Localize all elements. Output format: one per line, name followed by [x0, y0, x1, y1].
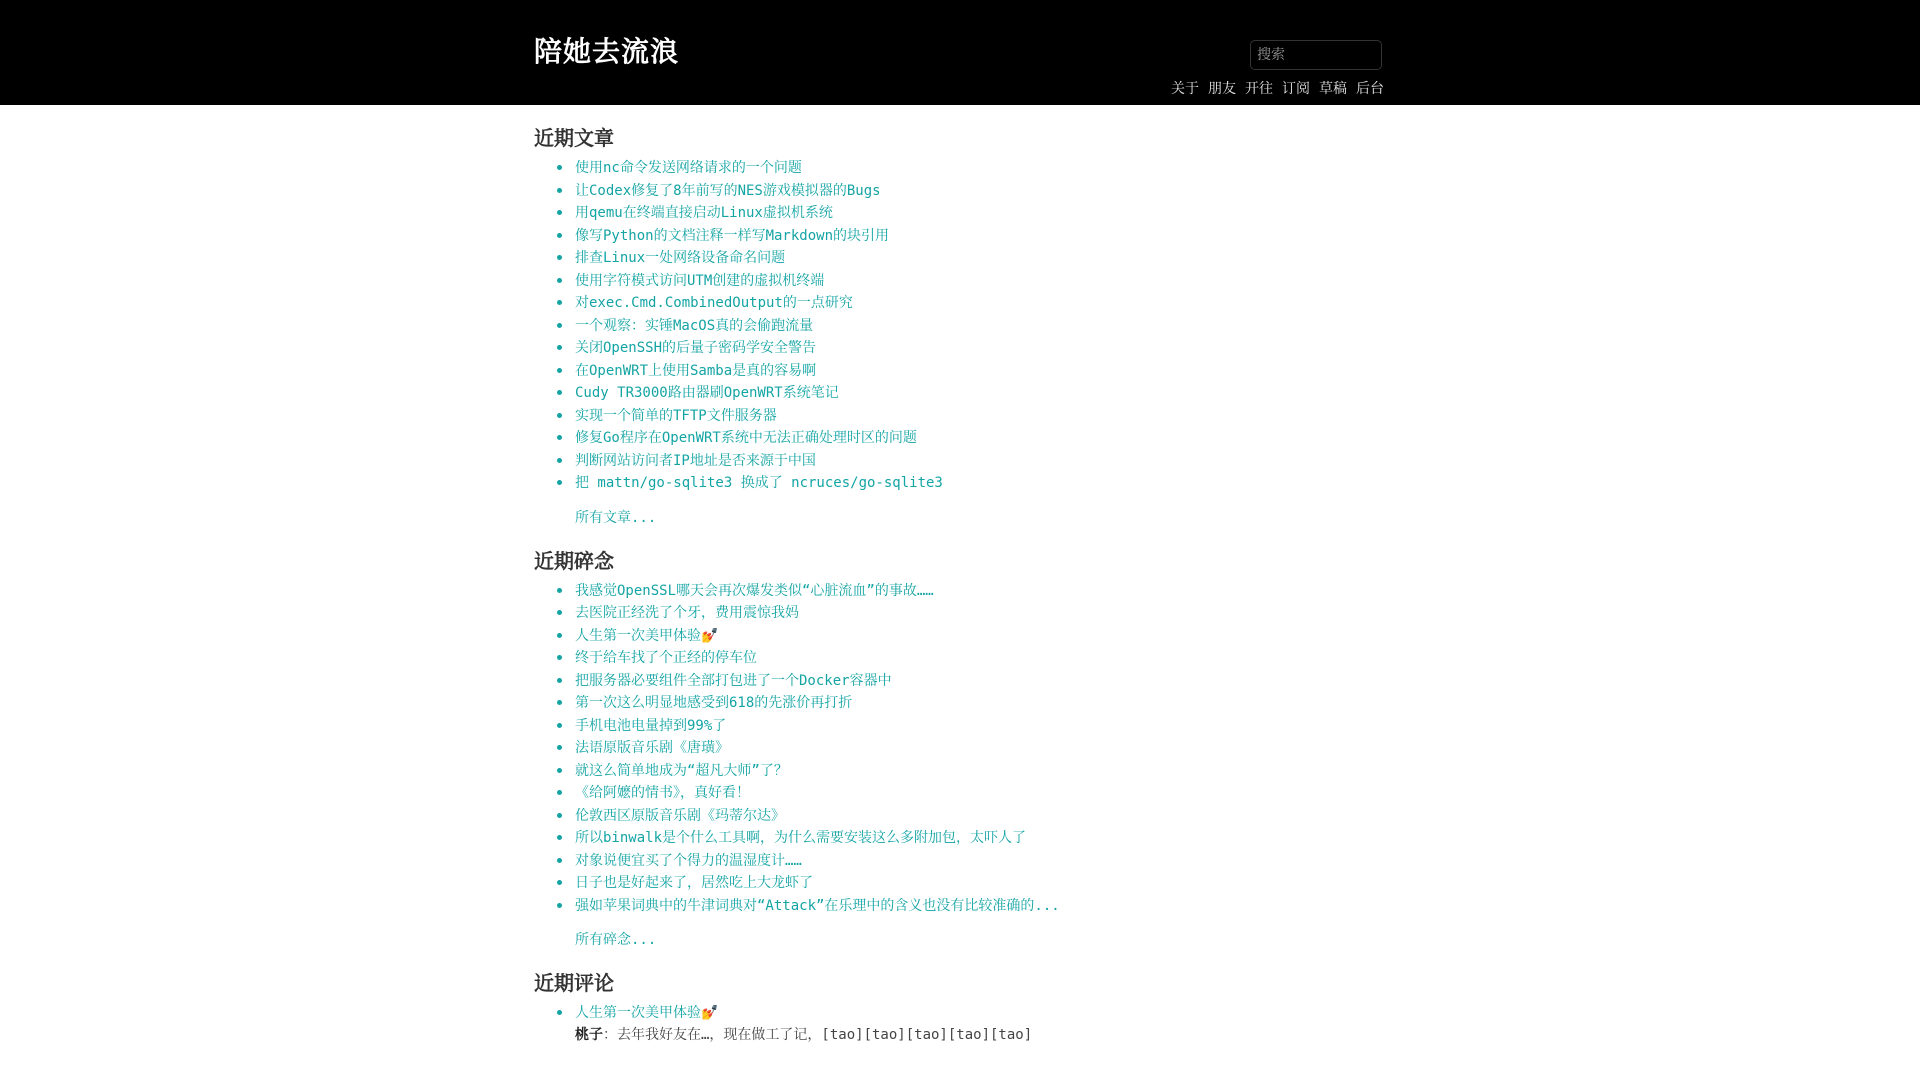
note-link[interactable]: 第一次这么明显地感受到618的先涨价再打折	[575, 695, 853, 711]
list-item	[534, 201, 1384, 224]
bullet-icon	[557, 458, 562, 463]
list-item	[534, 179, 1384, 202]
list-item	[534, 691, 1384, 714]
bullet-icon	[557, 610, 562, 615]
post-link[interactable]: Cudy TR3000路由器刷OpenWRT系统笔记	[575, 385, 839, 401]
list-item	[534, 871, 1384, 894]
list-item	[534, 471, 1384, 494]
bullet-icon	[557, 903, 562, 908]
all-posts-link[interactable]: 所有文章...	[575, 509, 657, 526]
recent-posts-section	[534, 120, 1384, 529]
bullet-icon	[557, 390, 562, 395]
note-link[interactable]: 人生第一次美甲体验💅	[575, 627, 719, 644]
list-item	[534, 224, 1384, 247]
list-item	[534, 579, 1384, 602]
post-link[interactable]: 关闭OpenSSH的后量子密码学安全警告	[575, 340, 817, 356]
note-link[interactable]: 把服务器必要组件全部打包进了一个Docker容器中	[575, 672, 892, 689]
bullet-icon	[557, 165, 562, 170]
bullet-icon	[557, 813, 562, 818]
list-item	[534, 804, 1384, 827]
note-link[interactable]: 终于给车找了个正经的停车位	[575, 650, 757, 666]
note-link[interactable]: 日子也是好起来了，居然吃上大龙虾了	[575, 875, 813, 891]
bullet-icon	[557, 345, 562, 350]
list-item	[534, 246, 1384, 269]
note-link[interactable]: 就这么简单地成为“超凡大师”了？	[575, 762, 788, 779]
note-link[interactable]: 伦敦西区原版音乐剧《玛蒂尔达》	[575, 807, 785, 824]
bullet-icon	[557, 413, 562, 418]
recent-comments-list	[534, 1001, 1384, 1024]
note-link[interactable]: 所以binwalk是个什么工具啊，为什么需要安装这么多附加包，太吓人了	[575, 830, 1026, 846]
bullet-icon	[557, 255, 562, 260]
note-link[interactable]: 《给阿嬷的情书》，真好看！	[575, 785, 750, 801]
nav-admin[interactable]: 后台	[1356, 81, 1384, 97]
bullet-icon	[557, 880, 562, 885]
comment-text: ：去年我好友在…，现在做工了记，[tao][tao][tao][tao][tao]	[603, 1026, 1033, 1043]
post-link[interactable]: 把 mattn/go-sqlite3 换成了 ncruces/go-sqlite3	[575, 475, 943, 491]
bullet-icon	[557, 745, 562, 750]
nav-travelling[interactable]: 开往	[1245, 81, 1273, 97]
recent-posts-list	[534, 156, 1384, 494]
bullet-icon	[557, 278, 562, 283]
section-title: 近期文章	[534, 126, 614, 150]
bullet-icon	[557, 1010, 562, 1015]
post-link[interactable]: 让Codex修复了8年前写的NES游戏模拟器的Bugs	[575, 182, 881, 199]
list-item	[534, 601, 1384, 624]
post-link[interactable]: 修复Go程序在OpenWRT系统中无法正确处理时区的问题	[575, 430, 917, 446]
post-link[interactable]: 排查Linux一处网络设备命名问题	[575, 250, 786, 266]
note-link[interactable]: 我感觉OpenSSL哪天会再次爆发类似“心脏流血”的事故……	[575, 582, 934, 599]
post-link[interactable]: 用qemu在终端直接启动Linux虚拟机系统	[575, 205, 833, 221]
bullet-icon	[557, 678, 562, 683]
list-item	[534, 314, 1384, 337]
bullet-icon	[557, 835, 562, 840]
list-item	[534, 359, 1384, 382]
bullet-icon	[557, 323, 562, 328]
post-link[interactable]: 对exec.Cmd.CombinedOutput的一点研究	[575, 295, 853, 311]
bullet-icon	[557, 633, 562, 638]
list-item	[534, 156, 1384, 179]
post-link[interactable]: 实现一个简单的TFTP文件服务器	[575, 407, 777, 424]
note-link[interactable]: 强如苹果词典中的牛津词典对“Attack”在乐理中的含义也没有比较准确的...	[575, 897, 1060, 914]
comment-author: 桃子	[575, 1026, 603, 1043]
main-content	[534, 120, 1384, 1046]
list-item	[534, 381, 1384, 404]
bullet-icon	[557, 368, 562, 373]
comment-excerpt	[534, 1024, 1384, 1046]
bullet-icon	[557, 210, 562, 215]
section-title: 近期评论	[534, 971, 614, 995]
bullet-icon	[557, 233, 562, 238]
list-item	[534, 781, 1384, 804]
bullet-icon	[557, 858, 562, 863]
bullet-icon	[557, 480, 562, 485]
note-link[interactable]: 法语原版音乐剧《唐璜》	[575, 740, 729, 756]
section-title: 近期碎念	[534, 548, 614, 573]
site-title[interactable]: 陪她去流浪	[534, 35, 680, 68]
bullet-icon	[557, 768, 562, 773]
top-nav	[1171, 79, 1384, 99]
search-input[interactable]	[1250, 40, 1382, 70]
comment-post-link[interactable]: 人生第一次美甲体验💅	[575, 1005, 719, 1021]
nav-about[interactable]: 关于	[1171, 81, 1199, 97]
post-link[interactable]: 在OpenWRT上使用Samba是真的容易啊	[575, 362, 817, 379]
list-item	[534, 1001, 1384, 1024]
list-item	[534, 624, 1384, 647]
list-item	[534, 404, 1384, 427]
bullet-icon	[557, 700, 562, 705]
list-item	[534, 269, 1384, 292]
all-notes-link[interactable]: 所有碎念...	[575, 932, 657, 948]
list-item	[534, 646, 1384, 669]
bullet-icon	[557, 655, 562, 660]
list-item	[534, 426, 1384, 449]
list-item	[534, 336, 1384, 359]
bullet-icon	[557, 588, 562, 593]
post-link[interactable]: 使用字符模式访问UTM创建的虚拟机终端	[575, 272, 825, 289]
post-link[interactable]: 判断网站访问者IP地址是否来源于中国	[575, 452, 816, 469]
list-item	[534, 714, 1384, 737]
post-link[interactable]: 使用nc命令发送网络请求的一个问题	[575, 160, 802, 176]
list-item	[534, 291, 1384, 314]
list-item	[534, 826, 1384, 849]
note-link[interactable]: 手机电池电量掉到99%了	[575, 717, 727, 734]
list-item	[534, 736, 1384, 759]
list-item	[534, 849, 1384, 872]
bullet-icon	[557, 435, 562, 440]
list-item	[534, 669, 1384, 692]
list-item	[534, 449, 1384, 472]
note-link[interactable]: 去医院正经洗了个牙，费用震惊我妈	[575, 605, 799, 621]
recent-notes-section	[534, 543, 1384, 952]
post-link[interactable]: 像写Python的文档注释一样写Markdown的块引用	[575, 227, 890, 244]
bullet-icon	[557, 723, 562, 728]
nav-friends[interactable]: 朋友	[1208, 81, 1236, 97]
bullet-icon	[557, 300, 562, 305]
bullet-icon	[557, 188, 562, 193]
site-header	[0, 0, 1920, 105]
bullet-icon	[557, 790, 562, 795]
list-item	[534, 759, 1384, 782]
list-item	[534, 894, 1384, 917]
note-link[interactable]: 对象说便宜买了个得力的温湿度计……	[575, 852, 802, 869]
recent-notes-list	[534, 579, 1384, 917]
nav-subscribe[interactable]: 订阅	[1282, 81, 1310, 97]
nav-drafts[interactable]: 草稿	[1319, 81, 1347, 97]
recent-comments-section	[534, 965, 1384, 1046]
post-link[interactable]: 一个观察：实锤MacOS真的会偷跑流量	[575, 317, 814, 334]
